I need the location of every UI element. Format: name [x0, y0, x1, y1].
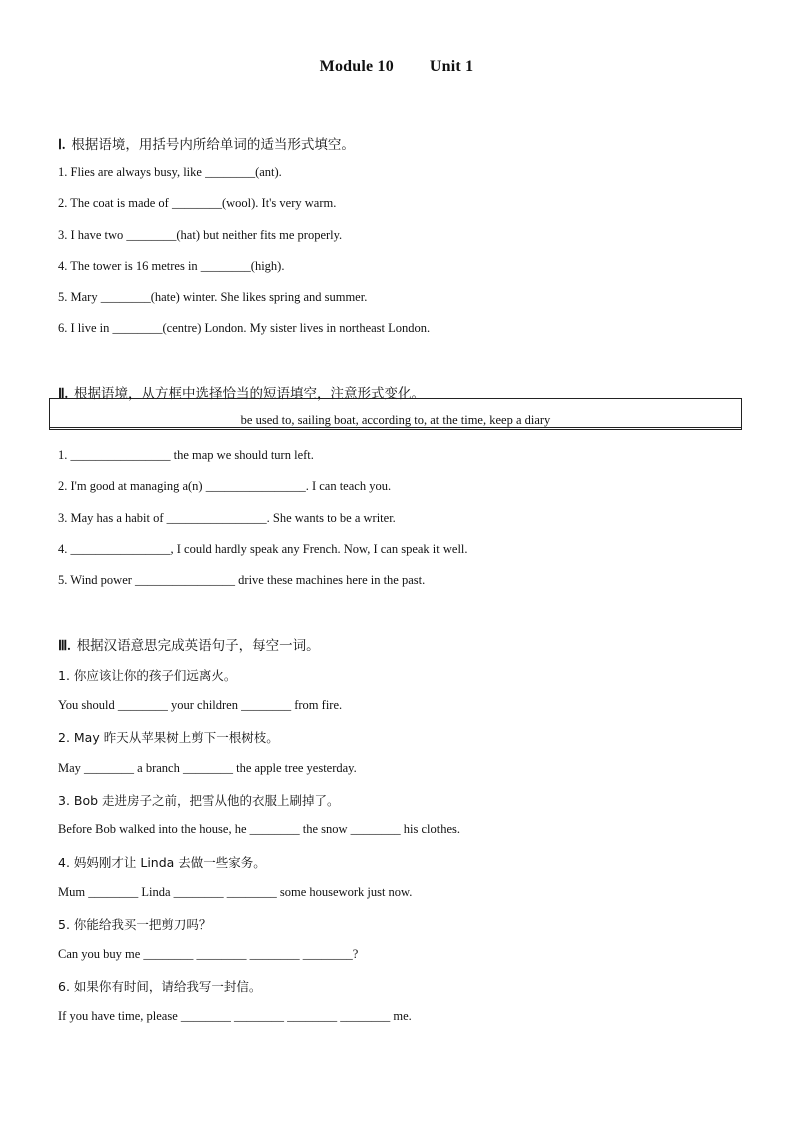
section1-item-1: 1. Flies are always busy, like ________(ant).	[58, 165, 282, 179]
section1-item-3: 3. I have two ________(hat) but neither fits me properly.	[58, 228, 343, 242]
section3-item-6-chinese: 6. 如果你有时间，请给我写一封信。	[58, 979, 262, 994]
section3-item-2-chinese: 2. May 昨天从苹果树上剪下一根树枝。	[58, 730, 279, 745]
section3-instruction: 根据汉语意思完成英语句子，每空一词。	[76, 638, 320, 654]
section3-item-6-english: If you have time, please ________ ________ ________ ________ me.	[58, 1009, 412, 1023]
section2-item-1: 1. ________________ the map we should turn left.	[58, 448, 314, 462]
section2-item-5: 5. Wind power ________________ drive these machines here in the past.	[58, 573, 426, 587]
section2-number: Ⅱ.	[58, 386, 69, 401]
word-box-phrases: be used to, sailing boat, according to, at the time, keep a diary	[240, 413, 551, 427]
page-title	[0, 58, 793, 76]
section1-item-2: 2. The coat is made of ________(wool). It's very warm.	[58, 196, 337, 210]
section1-item-6: 6. I live in ________(centre) London. My sister lives in northeast London.	[58, 321, 431, 335]
section3-item-2-english: May ________ a branch ________ the apple tree yesterday.	[58, 761, 357, 775]
section3-item-4-english: Mum ________ Linda ________ ________ some housework just now.	[58, 885, 413, 899]
section1-heading	[58, 133, 355, 153]
section3-item-4-chinese: 4. 妈妈刚才让 Linda 去做一些家务。	[58, 855, 266, 870]
section3-item-3-english: Before Bob walked into the house, he ________ the snow ________ his clothes.	[58, 822, 461, 836]
section3-item-5-english: Can you buy me ________ ________ ________ ________?	[58, 947, 359, 961]
section2-item-3: 3. May has a habit of ________________. She wants to be a writer.	[58, 511, 396, 525]
word-box	[49, 398, 742, 430]
section2-item-4: 4. ________________, I could hardly speak any French. Now, I can speak it well.	[58, 542, 468, 556]
section3-number: Ⅲ.	[58, 638, 71, 653]
unit-label: Unit 1	[429, 58, 474, 75]
section3-item-5-chinese: 5. 你能给我买一把剪刀吗？	[58, 917, 212, 932]
section3-item-3-chinese: 3. Bob 走进房子之前，把雪从他的衣服上刷掉了。	[58, 793, 340, 808]
module-label: Module 10	[319, 58, 394, 75]
section1-item-4: 4. The tower is 16 metres in ________(high).	[58, 259, 285, 273]
section3-item-1-chinese: 1. 你应该让你的孩子们远离火。	[58, 668, 237, 683]
section1-instruction: 根据语境，用括号内所给单词的适当形式填空。	[71, 137, 355, 153]
section1-item-5: 5. Mary ________(hate) winter. She likes spring and summer.	[58, 290, 368, 304]
section3-heading	[58, 634, 320, 654]
section1-number: Ⅰ.	[58, 137, 66, 152]
section3-item-1-english: You should ________ your children ________ from fire.	[58, 698, 343, 712]
section2-item-2: 2. I'm good at managing a(n) ________________. I can teach you.	[58, 479, 392, 493]
section2-instruction: 根据语境，从方框中选择恰当的短语填空，注意形式变化。	[74, 386, 426, 402]
